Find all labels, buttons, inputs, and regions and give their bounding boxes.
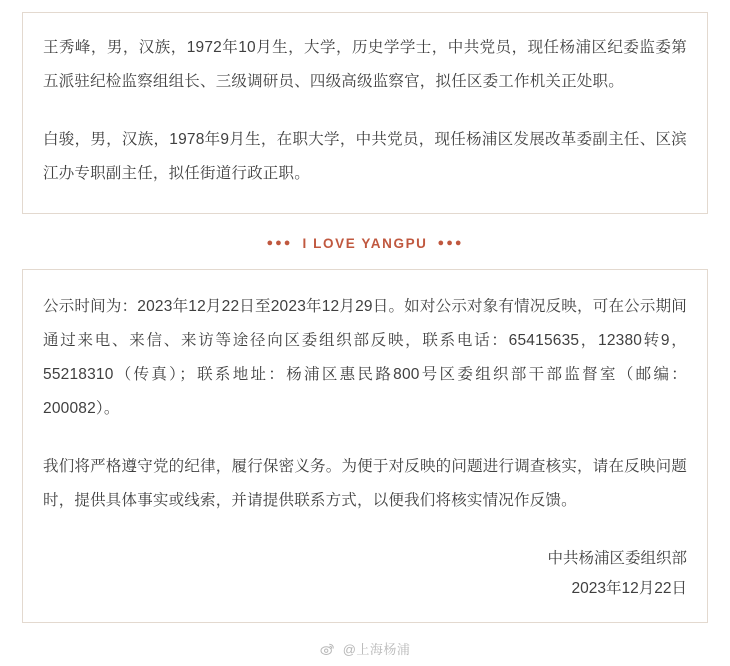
paragraph: 我们将严格遵守党的纪律，履行保密义务。为便于对反映的问题进行调查核实，请在反映问题时，提供具体事实或线索，并请提供联系方式，以便我们将核实情况作反馈。: [43, 458, 687, 509]
watermark-text: @上海杨浦: [342, 642, 411, 657]
paragraph: 王秀峰，男，汉族，1972年10月生，大学，历史学学士，中共党员，现任杨浦区纪委监委第五派驻纪检监察组组长、三级调研员、四级高级监察官，拟任区委工作机关正处职。: [43, 39, 687, 90]
divider-label: I LOVE YANGPU: [302, 236, 428, 251]
decorative-divider: [22, 236, 708, 251]
signature-organization: 中共杨浦区委组织部: [547, 550, 687, 567]
document-page: [0, 12, 730, 666]
footer-watermark: [0, 639, 730, 658]
announcement-card-top: [22, 12, 708, 214]
paragraph: 公示时间为：2023年12月22日至2023年12月29日。如对公示对象有情况反映，可在公示期间通过来电、来信、来访等途径向区委组织部反映，联系电话：65415635，12380转9，55218310（传真）；联系地址：杨浦区惠民路800号区委组织部干部监督室（邮编：200082）。: [43, 298, 687, 417]
divider-dots-right: ●●●: [437, 237, 464, 249]
announcement-card-bottom: [22, 269, 708, 623]
signature-date: 2023年12月22日: [571, 580, 687, 597]
divider-dots-left: ●●●: [266, 237, 293, 249]
signature-block: [43, 544, 687, 604]
paragraph: 白骏，男，汉族，1978年9月生，在职大学，中共党员，现任杨浦区发展改革委副主任、区滨江办专职副主任，拟任街道行政正职。: [43, 131, 687, 182]
